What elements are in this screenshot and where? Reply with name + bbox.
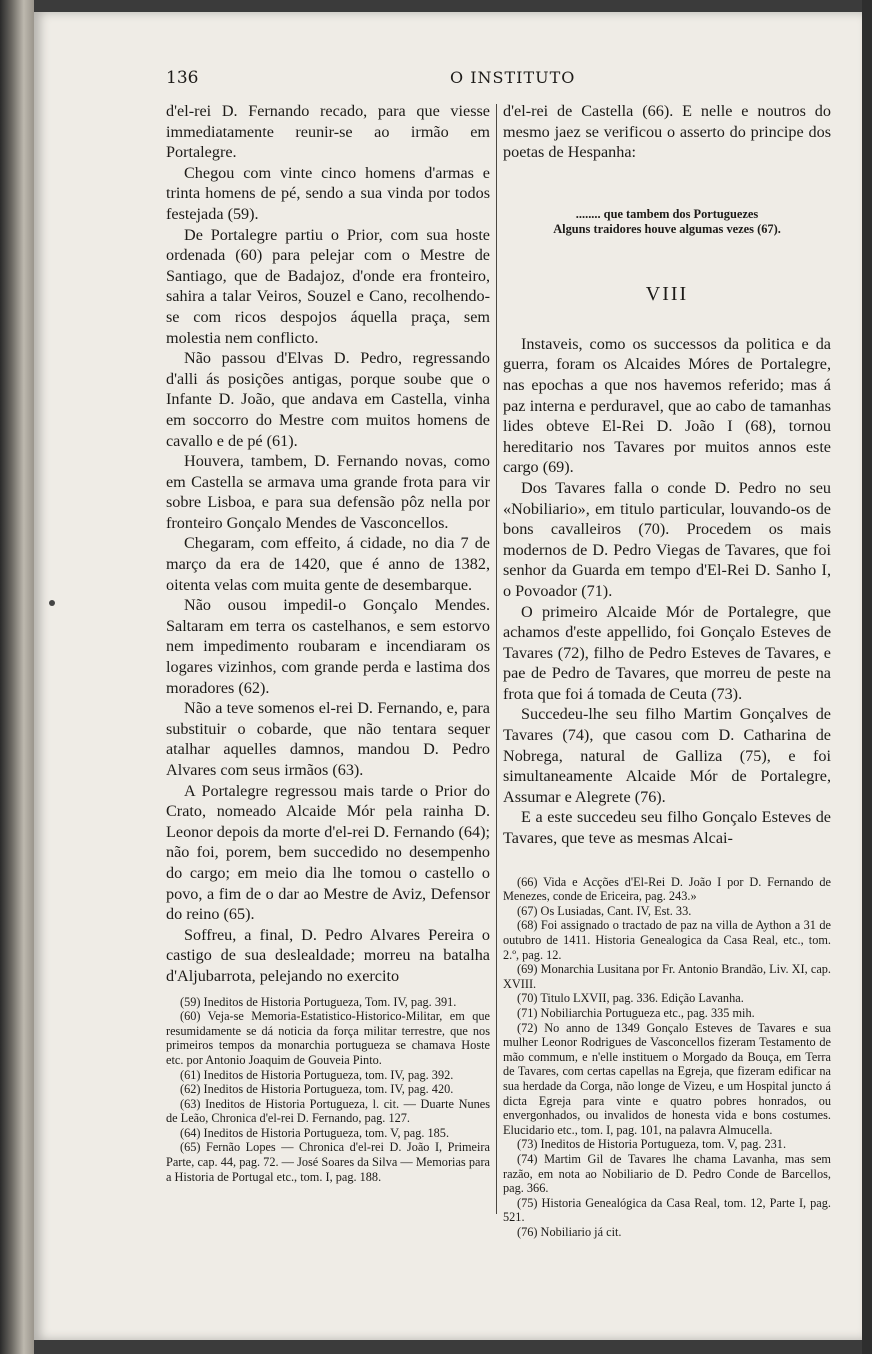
paragraph: Instaveis, como os successos da politica e da guerra, foram os Alcaides Móres de Portalegre, nas epochas a que nos havemos referido; mas á paz interna e perduravel, que ao cabo de tamanhas lides obteve El-Rei D. João I (68), tornou hereditario nos Tavares por muitos annos este cargo (69). — [503, 334, 831, 477]
footnote: (63) Ineditos de Historia Portugueza, l. cit. — Duarte Nunes de Leão, Chronica d'el-rei D. Fernando, pag. 127. — [166, 1096, 490, 1126]
paragraph: Chegou com vinte cinco homens d'armas e trinta homens de pé, sendo a sua vinda por todos festejada (59). — [166, 163, 490, 223]
verse-line: Alguns traidores houve algumas vezes (67). — [553, 221, 781, 236]
footnote: (67) Os Lusiadas, Cant. IV, Est. 33. — [517, 903, 692, 918]
right-column — [503, 101, 831, 1239]
paragraph: d'el-rei D. Fernando recado, para que viesse immediatamente reunir-se ao irmão em Portalegre. — [166, 102, 490, 162]
footnote: (70) Titulo LXVII, pag. 336. Edição Lavanha. — [517, 991, 744, 1006]
paragraph: O primeiro Alcaide Mór de Portalegre, que achamos d'este appellido, foi Gonçalo Esteves de Tavares (72), filho de Pedro Esteves de Tavares, e pae de Pedro de Tavares, que morreu de peste na frota que foi á tomada de Ceuta (73). — [503, 602, 831, 703]
footnote: (69) Monarchia Lusitana por Fr. Antonio Brandão, Liv. XI, cap. XVIII. — [503, 962, 831, 991]
paper-blemish — [49, 600, 55, 606]
footnote: (72) No anno de 1349 Gonçalo Esteves de Tavares e sua mulher Leonor Rodrigues de Vasconcellos fizeram Testamento de mão commum, e n'elle instituem o Morgado da Bouça, em Terra de Tavares, com certas capellas na Egreja, que fizeram edificar na sua herdade da Corga, não longe de Vizeu, e um Hospital juncto á dicta Egreja para vinte e quatro pobres honrados, ou envergonhados, ou invalidos de honesta vida e bons costumes. Elucidario etc., tom. I, pag. 101, na palavra Almucella. — [503, 1020, 831, 1137]
footnote: (66) Vida e Acções d'El-Rei D. João I por D. Fernando de Menezes, conde de Ericeira, pag. 243.» — [503, 874, 831, 904]
page-header — [120, 68, 840, 92]
paragraph: Dos Tavares falla o conde D. Pedro no seu «Nobiliario», em titulo particular, louvando-os de bons cavalleiros (70). Procedem os mais modernos de D. Pedro Viegas de Tavares, que foi senhor da Guarda em tempo d'El-Rei D. Sanho I, o Povoador (71). — [503, 478, 831, 600]
footnote: (68) Foi assignado o tractado de paz na villa de Aython a 31 de outubro de 1411. Historia Genealogica da Casa Real, etc., tom. 2.º, pag. 12. — [503, 918, 831, 962]
paragraph: d'el-rei de Castella (66). E nelle e noutros do mesmo jaez se verificou o asserto do principe dos poetas de Hespanha: — [503, 102, 831, 162]
paragraph: De Portalegre partiu o Prior, com sua hoste ordenada (60) para pelejar com o Mestre de Santiago, que de Badajoz, d'onde era fronteiro, sahira a talar Veiros, Souzel e Cano, recolhendo-se com ricos despojos áquella praça, sem molestia nem conflicto. — [166, 225, 490, 347]
page-number: 136 — [166, 68, 199, 88]
paragraph: Chegaram, com effeito, á cidade, no dia 7 de março da era de 1420, que é anno de 1382, oitenta velas com muita gente de desembarque. — [166, 534, 490, 594]
paragraph: E a este succedeu seu filho Gonçalo Esteves de Tavares, que teve as mesmas Alcai- — [503, 808, 831, 848]
verse-line: ........ que tambem dos Portuguezes — [575, 206, 759, 221]
paragraph: Não ousou impedil-o Gonçalo Mendes. Saltaram em terra os castelhanos, e sem estorvo nem impedimento roubaram e incendiaram os logares vizinhos, com grande perda e lastima dos moradores (62). — [166, 596, 490, 697]
running-title: O INSTITUTO — [450, 68, 576, 87]
paragraph: Soffreu, a final, D. Pedro Alvares Pereira o castigo de sua deslealdade; morreu na batalha d'Aljubarrota, pelejando no exercito — [166, 925, 490, 985]
footnote: (61) Ineditos de Historia Portugueza, tom. IV, pag. 392. — [180, 1067, 454, 1082]
footnote: (74) Martim Gil de Tavares lhe chama Lavanha, mas sem razão, em nota ao Nobiliario de D. Pedro Conde de Barcellos, pag. 366. — [503, 1151, 831, 1196]
paragraph: Não passou d'Elvas D. Pedro, regressando d'alli ás posições antigas, porque soube que o Infante D. João, que andava em Castella, vinha em soccorro do Mestre com muitos homens de cavallo e de pé (61). — [166, 349, 490, 450]
book-spine — [0, 0, 34, 1354]
footnote: (73) Ineditos de Historia Portugueza, tom. V, pag. 231. — [517, 1137, 787, 1152]
left-column — [166, 101, 490, 1184]
footnote: (64) Ineditos de Historia Portugueza, tom. V, pag. 185. — [180, 1125, 450, 1140]
scan-edge — [862, 0, 872, 1354]
column-rule — [496, 104, 497, 1214]
footnote: (71) Nobiliarchia Portugueza etc., pag. 335 mih. — [517, 1005, 755, 1020]
section-heading: VIII — [645, 282, 689, 305]
paragraph: A Portalegre regressou mais tarde o Prior do Crato, nomeado Alcaide Mór pela rainha D. Leonor depois da morte d'el-rei D. Fernando (64); não foi, porem, bem succedido no desempenho do cargo; em meio dia lhe tomou o castello o povo, a fim de o dar ao Mestre de Aviz, Defensor do reino (65). — [166, 781, 490, 924]
left-footnotes — [166, 995, 490, 1185]
paragraph: Houvera, tambem, D. Fernando novas, como em Castella se armava uma grande frota para vir sobre Lisboa, e para sua defensão pôz nella por fronteiro Gonçalo Mendes de Vasconcellos. — [166, 452, 490, 532]
paragraph: Não a teve somenos el-rei D. Fernando, e, para substituir o cobarde, que não tentara sequer atalhar aquelles damnos, mandou D. Pedro Alvares com seus irmãos (63). — [166, 699, 490, 779]
footnote: (76) Nobiliario já cit. — [517, 1224, 622, 1239]
right-footnotes — [503, 875, 831, 1240]
footnote: (75) Historia Genealógica da Casa Real, tom. 12, Parte I, pag. 521. — [503, 1195, 831, 1225]
paragraph: Succedeu-lhe seu filho Martim Gonçalves de Tavares (74), que casou com D. Catharina de Nobrega, natural de Galliza (75), e foi simultaneamente Alcaide Mór de Portalegre, Assumar e Alegrete (76). — [503, 705, 831, 806]
footnote: (60) Veja-se Memoria-Estatistico-Historico-Militar, em que resumidamente se dá noticia da força militar terrestre, que nos primeiros tempos da monarchia portugueza se chamava Hoste etc. por Antonio Joaquim de Gouveia Pinto. — [166, 1009, 490, 1067]
footnote: (59) Ineditos de Historia Portugueza, Tom. IV, pag. 391. — [180, 994, 457, 1009]
footnote: (62) Ineditos de Historia Portugueza, tom. IV, pag. 420. — [180, 1082, 454, 1097]
footnote: (65) Fernão Lopes — Chronica d'el-rei D. João I, Primeira Parte, cap. 44, pag. 72. — José Soares da Silva — Memorias para a Historia de Portugal etc., tom. I, pag. 188. — [166, 1140, 490, 1184]
